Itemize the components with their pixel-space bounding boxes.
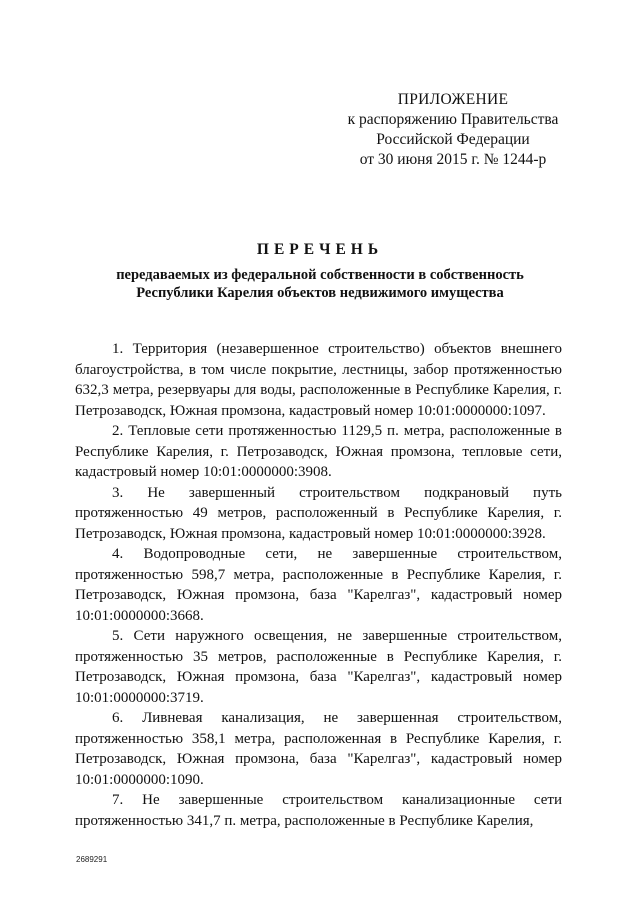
appendix-line-decree: к распоряжению Правительства — [347, 111, 559, 128]
document-code: 2689291 — [76, 855, 108, 864]
list-item-3: 3. Не завершенный строительством подкрановый путь протяженностью 49 метров, расположенный в Республике Карелия, г. Петрозаводск, Южная промзона, кадастровый номер 10:01:0000000:3928. — [75, 484, 562, 542]
list-item-6: 6. Ливневая канализация, не завершенная строительством, протяженностью 358,1 метра, расположенная в Республике Карелия, г. Петрозаводск, Южная промзона, база "Карелгаз", кадастровый номер 10:01:0000000:1090. — [75, 710, 562, 788]
list-item-4: 4. Водопроводные сети, не завершенные строительством, протяженностью 598,7 метра, расположенные в Республике Карелия, г. Петрозаводск, Южная промзона, база "Карелгаз", кадастровый номер 10:01:0000000:3668. — [75, 546, 562, 624]
document-subtitle — [92, 266, 548, 302]
subtitle-line-2: Республики Карелия объектов недвижимого имущества — [136, 285, 504, 301]
list-item-7: 7. Не завершенные строительством канализационные сети протяженностью 341,7 п. метра, расположенные в Республике Карелия, — [75, 792, 562, 829]
document-title: ПЕРЕЧЕНЬ — [256, 241, 384, 258]
list-item-2: 2. Тепловые сети протяженностью 1129,5 п. метра, расположенные в Республике Карелия, г. Петрозаводск, Южная промзона, тепловые сети, кадастровый номер 10:01:0000000:3908. — [75, 423, 562, 480]
list-item-5: 5. Сети наружного освещения, не завершенные строительством, протяженностью 35 метров, расположенные в Республике Карелия, г. Петрозаводск, Южная промзона, база "Карелгаз", кадастровый номер 10:01:0000000:3719. — [75, 628, 562, 706]
appendix-heading: ПРИЛОЖЕНИЕ — [397, 91, 509, 108]
subtitle-line-1: передаваемых из федеральной собственности в собственность — [116, 267, 524, 283]
appendix-line-date: от 30 июня 2015 г. № 1244-р — [359, 151, 547, 168]
list-body — [75, 339, 562, 831]
appendix-line-government: Российской Федерации — [376, 131, 530, 148]
appendix-header — [338, 90, 568, 170]
list-item-1: 1. Территория (незавершенное строительство) объектов внешнего благоустройства, в том числе покрытие, лестницы, забор протяженностью 632,3 метра, резервуары для воды, расположенные в Республике Карелия, г. Петрозаводск, Южная промзона, кадастровый номер 10:01:0000000:1097. — [75, 341, 562, 419]
